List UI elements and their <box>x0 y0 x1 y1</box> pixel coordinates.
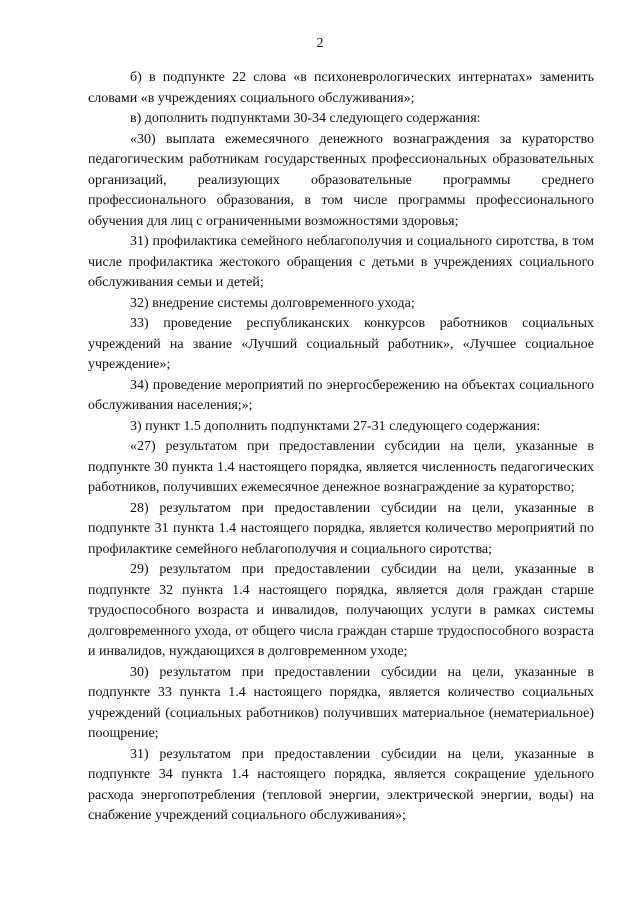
paragraph-point-3: 3) пункт 1.5 дополнить подпунктами 27-31 следующего содержания: <box>130 418 541 434</box>
paragraph-subpoint-34: 34) проведение мероприятий по энергосбережению на объектах социального обслуживания населения;»; <box>88 377 594 413</box>
paragraph-result-30: 30) результатом при предоставлении субсидии на цели, указанные в подпункте 33 пункта 1.4 настоящего порядка, является количество социальных учреждений (социальных работников) получивших материальное (нематериальное) поощрение; <box>88 664 594 741</box>
paragraph-v-add-subpoints: в) дополнить подпунктами 30-34 следующего содержания: <box>130 111 481 126</box>
page-number: 2 <box>316 36 324 51</box>
paragraph-result-31: 31) результатом при предоставлении субсидии на цели, указанные в подпункте 34 пункта 1.4 настоящего порядка, является сокращение удельного расхода энергопотребления (тепловой энергии, электрической энергии, воды) на снабжение учреждений социального обслуживания»; <box>88 746 594 823</box>
paragraph-result-27: «27) результатом при предоставлении субсидии на цели, указанные в подпункте 30 пункта 1.4 настоящего порядка, является численность педагогических работников, получивших ежемесячное денежное вознаграждение за кураторство; <box>88 439 594 495</box>
document-body <box>88 68 594 827</box>
paragraph-subpoint-30: «30) выплата ежемесячного денежного вознаграждения за кураторство педагогическим работникам государственных профессиональных образовательных организаций, реализующих образовательные программы среднего профессионального образования, в том числе программы профессионального обучения для лиц с ограниченными возможностями здоровья; <box>88 131 594 229</box>
paragraph-result-29: 29) результатом при предоставлении субсидии на цели, указанные в подпункте 32 пункта 1.4 настоящего порядка, является доля граждан старше трудоспособного возраста и инвалидов, получающих услуги в рамках системы долговременного ухода, от общего числа граждан старше трудоспособного возраста и инвалидов, нуждающихся в долговременном уходе; <box>88 562 594 659</box>
paragraph-subpoint-32: 32) внедрение системы долговременного ухода; <box>130 295 415 311</box>
paragraph-subpoint-31: 31) профилактика семейного неблагополучия и социального сиротства, в том числе профилактика жестокого обращения с детьми в учреждениях социального обслуживания семьи и детей; <box>88 234 594 290</box>
paragraph-b-subpoint-22: б) в подпункте 22 слова «в психоневрологических интернатах» заменить словами «в учреждениях социального обслуживания»; <box>88 70 594 106</box>
paragraph-result-28: 28) результатом при предоставлении субсидии на цели, указанные в подпункте 31 пункта 1.4 настоящего порядка, является количество мероприятий по профилактике семейного неблагополучия и социального сиротства; <box>88 500 594 557</box>
paragraph-subpoint-33: 33) проведение республиканских конкурсов работников социальных учреждений на звание «Лучший социальный работник», «Лучшее социальное учреждение»; <box>88 316 594 372</box>
